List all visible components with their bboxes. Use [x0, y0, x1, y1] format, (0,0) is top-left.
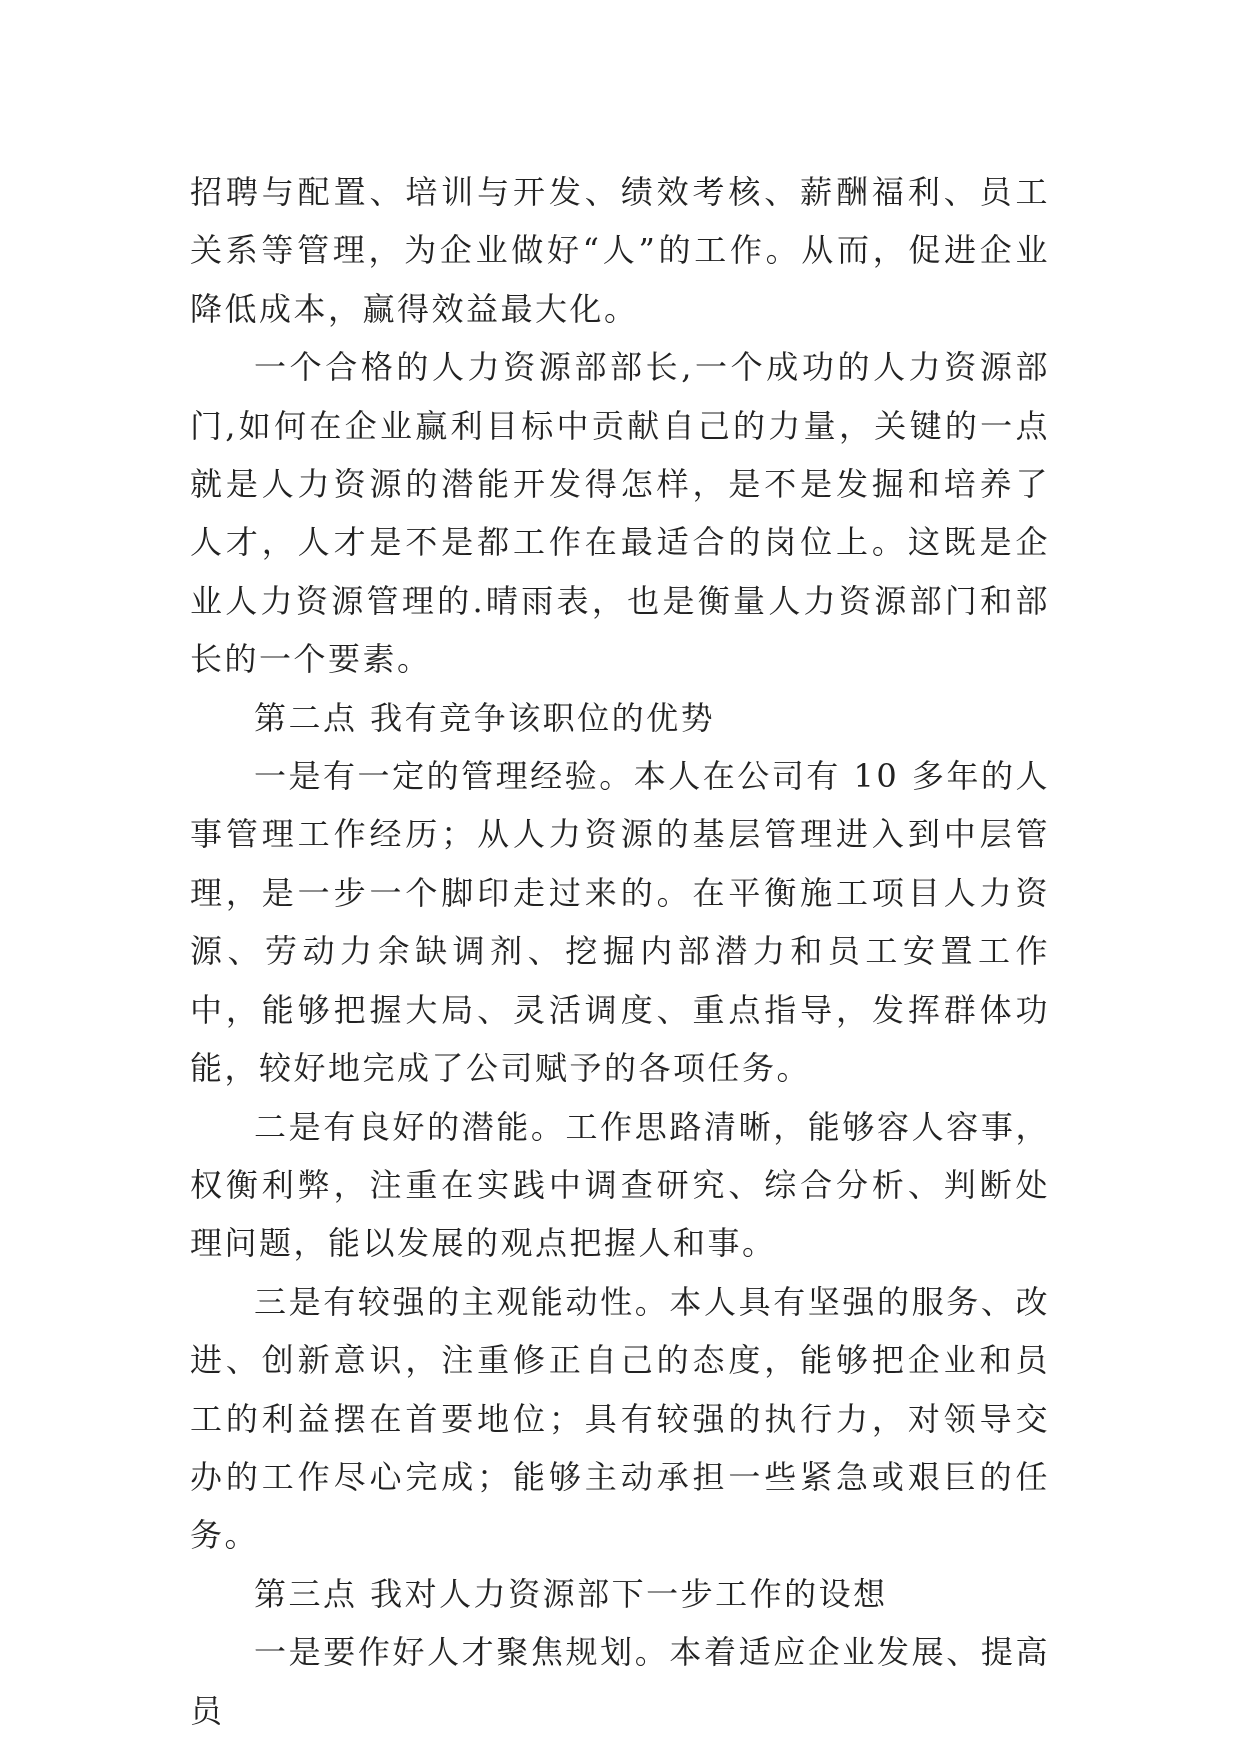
paragraph-talent-planning: 一是要作好人才聚焦规划。本着适应企业发展、提高员 — [190, 1633, 1050, 1730]
paragraph-qualified-hr-head: 一个合格的人力资源部部长,一个成功的人力资源部门,如何在企业赢利目标中贡献自己的力量，关键的一点就是人力资源的潜能开发得怎样，是不是发掘和培养了人才，人才是不是都工作在最适合的岗位上。这既是企业人力资源管理的.晴雨表，也是衡量人力资源部门和部长的一个要素。 — [190, 348, 1050, 679]
paragraph-initiative: 三是有较强的主观能动性。本人具有坚强的服务、改进、创新意识，注重修正自己的态度，能够把企业和员工的利益摆在首要地位；具有较强的执行力，对领导交办的工作尽心完成；能够主动承担一些紧急或艰巨的任务。 — [190, 1282, 1050, 1555]
paragraph-hr-functions: 招聘与配置、培训与开发、绩效考核、薪酬福利、员工关系等管理，为企业做好“人”的工作。从而，促进企业降低成本，赢得效益最大化。 — [190, 173, 1050, 328]
section-heading-second-point: 第二点 我有竞争该职位的优势 — [254, 698, 716, 737]
document-body — [190, 163, 1050, 1740]
section-heading-third-point: 第三点 我对人力资源部下一步工作的设想 — [254, 1574, 888, 1613]
paragraph-good-potential: 二是有良好的潜能。工作思路清晰，能够容人容事，权衡利弊，注重在实践中调查研究、综合分析、判断处理问题，能以发展的观点把握人和事。 — [190, 1107, 1050, 1263]
paragraph-management-experience: 一是有一定的管理经验。本人在公司有 10 多年的人事管理工作经历；从人力资源的基层管理进入到中层管理，是一步一个脚印走过来的。在平衡施工项目人力资源、劳动力余缺调剂、挖掘内部潜力和员工安置工作中，能够把握大局、灵活调度、重点指导，发挥群体功能，较好地完成了公司赋予的各项任务。 — [190, 757, 1050, 1088]
